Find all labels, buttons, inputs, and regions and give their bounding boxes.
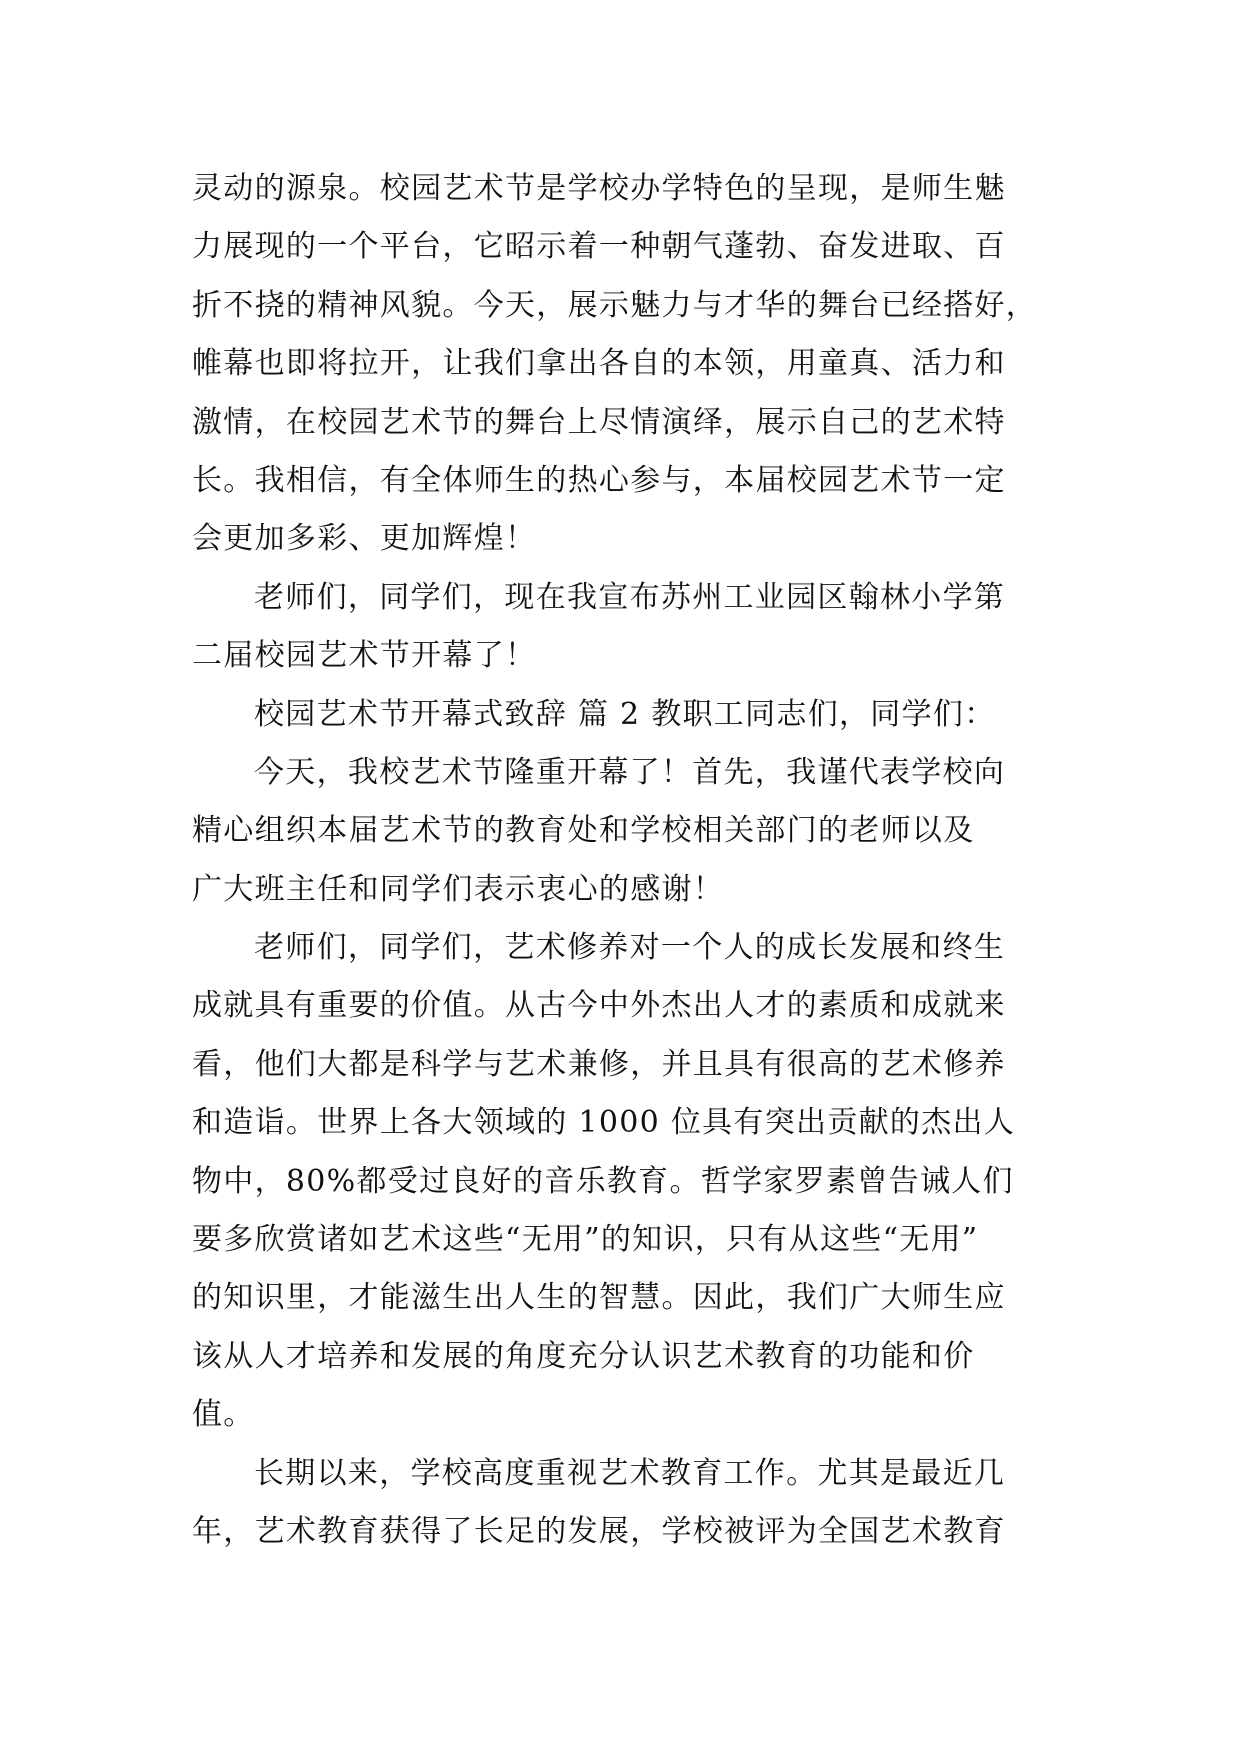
text-line: 要多欣赏诸如艺术这些“无用”的知识，只有从这些“无用”	[192, 1222, 979, 1258]
text-line: 广大班主任和同学们表示衷心的感谢！	[192, 871, 725, 907]
text-line: 该从人才培养和发展的角度充分认识艺术教育的功能和价	[192, 1338, 975, 1374]
text-line: 值。	[192, 1397, 255, 1433]
paragraph-first-line: 老师们，同学们，艺术修养对一个人的成长发展和终生	[254, 930, 1006, 966]
text-line: 看，他们大都是科学与艺术兼修，并且具有很高的艺术修养	[192, 1046, 1006, 1082]
text-line: 精心组织本届艺术节的教育处和学校相关部门的老师以及	[192, 813, 975, 849]
text-line: 物中，80%都受过良好的音乐教育。哲学家罗素曾告诫人们	[192, 1163, 1014, 1199]
paragraph-first-line: 今天，我校艺术节隆重开幕了！首先，我谨代表学校向	[254, 754, 1006, 790]
text-line: 成就具有重要的价值。从古今中外杰出人才的素质和成就来	[192, 988, 1006, 1024]
text-line: 长。我相信，有全体师生的热心参与，本届校园艺术节一定	[192, 462, 1006, 498]
text-line: 的知识里，才能滋生出人生的智慧。因此，我们广大师生应	[192, 1280, 1006, 1316]
document-body	[192, 160, 1058, 1561]
text-line: 和造诣。世界上各大领域的 1000 位具有突出贡献的杰出人	[192, 1105, 1016, 1141]
text-line: 帷幕也即将拉开，让我们拿出各自的本领，用童真、活力和	[192, 346, 1006, 382]
section-heading-line: 校园艺术节开幕式致辞 篇 2 教职工同志们，同学们：	[254, 696, 996, 732]
text-line: 会更加多彩、更加辉煌！	[192, 521, 537, 557]
text-line: 激情，在校园艺术节的舞台上尽情演绎，展示自己的艺术特	[192, 404, 1006, 440]
paragraph-first-line: 老师们，同学们，现在我宣布苏州工业园区翰林小学第	[254, 579, 1006, 615]
paragraph-first-line: 长期以来，学校高度重视艺术教育工作。尤其是最近几	[254, 1455, 1006, 1491]
text-line: 力展现的一个平台，它昭示着一种朝气蓬勃、奋发进取、百	[192, 229, 1006, 265]
text-line: 灵动的源泉。校园艺术节是学校办学特色的呈现，是师生魅	[192, 171, 1006, 206]
text-line: 折不挠的精神风貌。今天，展示魅力与才华的舞台已经搭好，	[192, 287, 1038, 323]
text-line: 二届校园艺术节开幕了！	[192, 638, 537, 674]
text-line: 年，艺术教育获得了长足的发展，学校被评为全国艺术教育	[192, 1513, 1006, 1549]
